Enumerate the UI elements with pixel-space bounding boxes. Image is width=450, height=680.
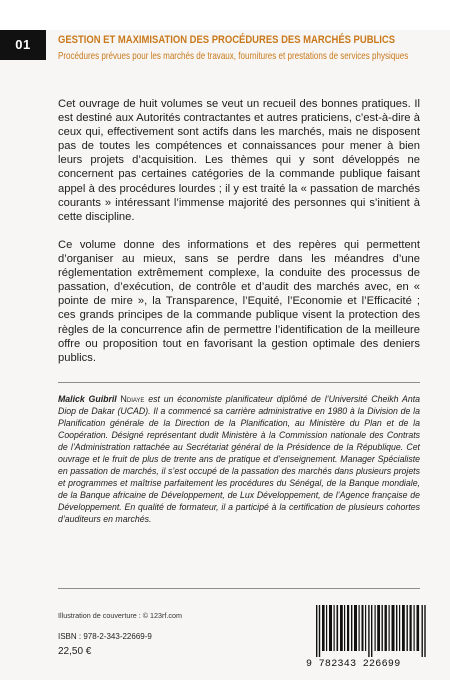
series-title: GESTION ET MAXIMISATION DES PROCÉDURES DES MARCHÉS PUBLICS [58, 34, 396, 46]
price: 22,50 € [58, 646, 92, 657]
volume-number-badge: 01 [0, 30, 46, 60]
author-bio-text: est un économiste planificateur diplômé de l’Université Cheikh Anta Diop de Dakar (UCAD). Il a commencé sa carrière administrative en 1980 à la Division de la Planification générale de la Direction de la Planification, au Ministère du Plan et de la Coopération. Désigné représentant dudit Ministère à la Commission nationale des Contrats de l’Administration rattachée au Secrétariat général de la Présidence de la République. Cet ouvrage et le fruit de plus de trente ans de pratique et d’enseignement. Manager Spécialiste en passation de marchés, il s’est occupé de la passation des marchés dans plusieurs projets et programmes et maîtrise parfaitement les procédures du Sénégal, de la Banque mondiale, de la Banque africaine de Développement, de Lux Développement, de l’Agence française de Développement. En qualité de formateur, il a participé à la certification de plusieurs cohortes d’auditeurs en marchés. [58, 394, 420, 524]
series-subtitle: Procédures prévues pour les marchés de travaux, fournitures et prestations de services physiques [58, 51, 409, 62]
barcode-number: 9 782343 226699 [306, 659, 401, 670]
barcode-icon [316, 605, 426, 657]
author-surname: Ndiaye [120, 394, 145, 404]
cover-illustration-credit: Illustration de couverture : © 123rf.com [58, 611, 182, 620]
author-name: Malick Guibril [58, 394, 117, 404]
summary-paragraph-2: Ce volume donne des informations et des repères qui permettent d’organiser au mieux, sans se perdre dans les méandres d’une réglementation extrêmement complexe, la conduite des processus de passation, d’exécution, de contrôle et d’audit des marchés avec, en « pointe de mire », la Transparence, l’Equité, l’Economie et l’Efficacité ; ces grands principes de la commande publique visent la protection des règles de la concurrence afin de permettre l’identification de la meilleure offre ou proposition tout en favorisant la gestion optimale des deniers publics. [58, 239, 420, 364]
author-bio [58, 393, 420, 525]
volume-header [0, 30, 450, 72]
divider-bottom [58, 588, 420, 589]
top-margin [0, 0, 450, 30]
summary-paragraph-1: Cet ouvrage de huit volumes se veut un recueil des bonnes pratiques. Il est destiné aux Autorités contractantes et autres praticiens, c’est-à-dire à ceux qui, effectivement sont actifs dans les marchés, mais ne disposent pas de toutes les compétences et connaissances pour mener à bien leurs projets d’acquisition. Les thèmes qui y sont développés ne concernent pas certaines catégories de la commande publique faisant appel à des procédures lourdes ; il y est traité la « passation de marchés courants » intéressant l’immense majorité des personnes qui s’initient à cette discipline. [58, 98, 420, 223]
isbn: ISBN : 978-2-343-22669-9 [58, 632, 152, 641]
divider-top [58, 382, 420, 383]
